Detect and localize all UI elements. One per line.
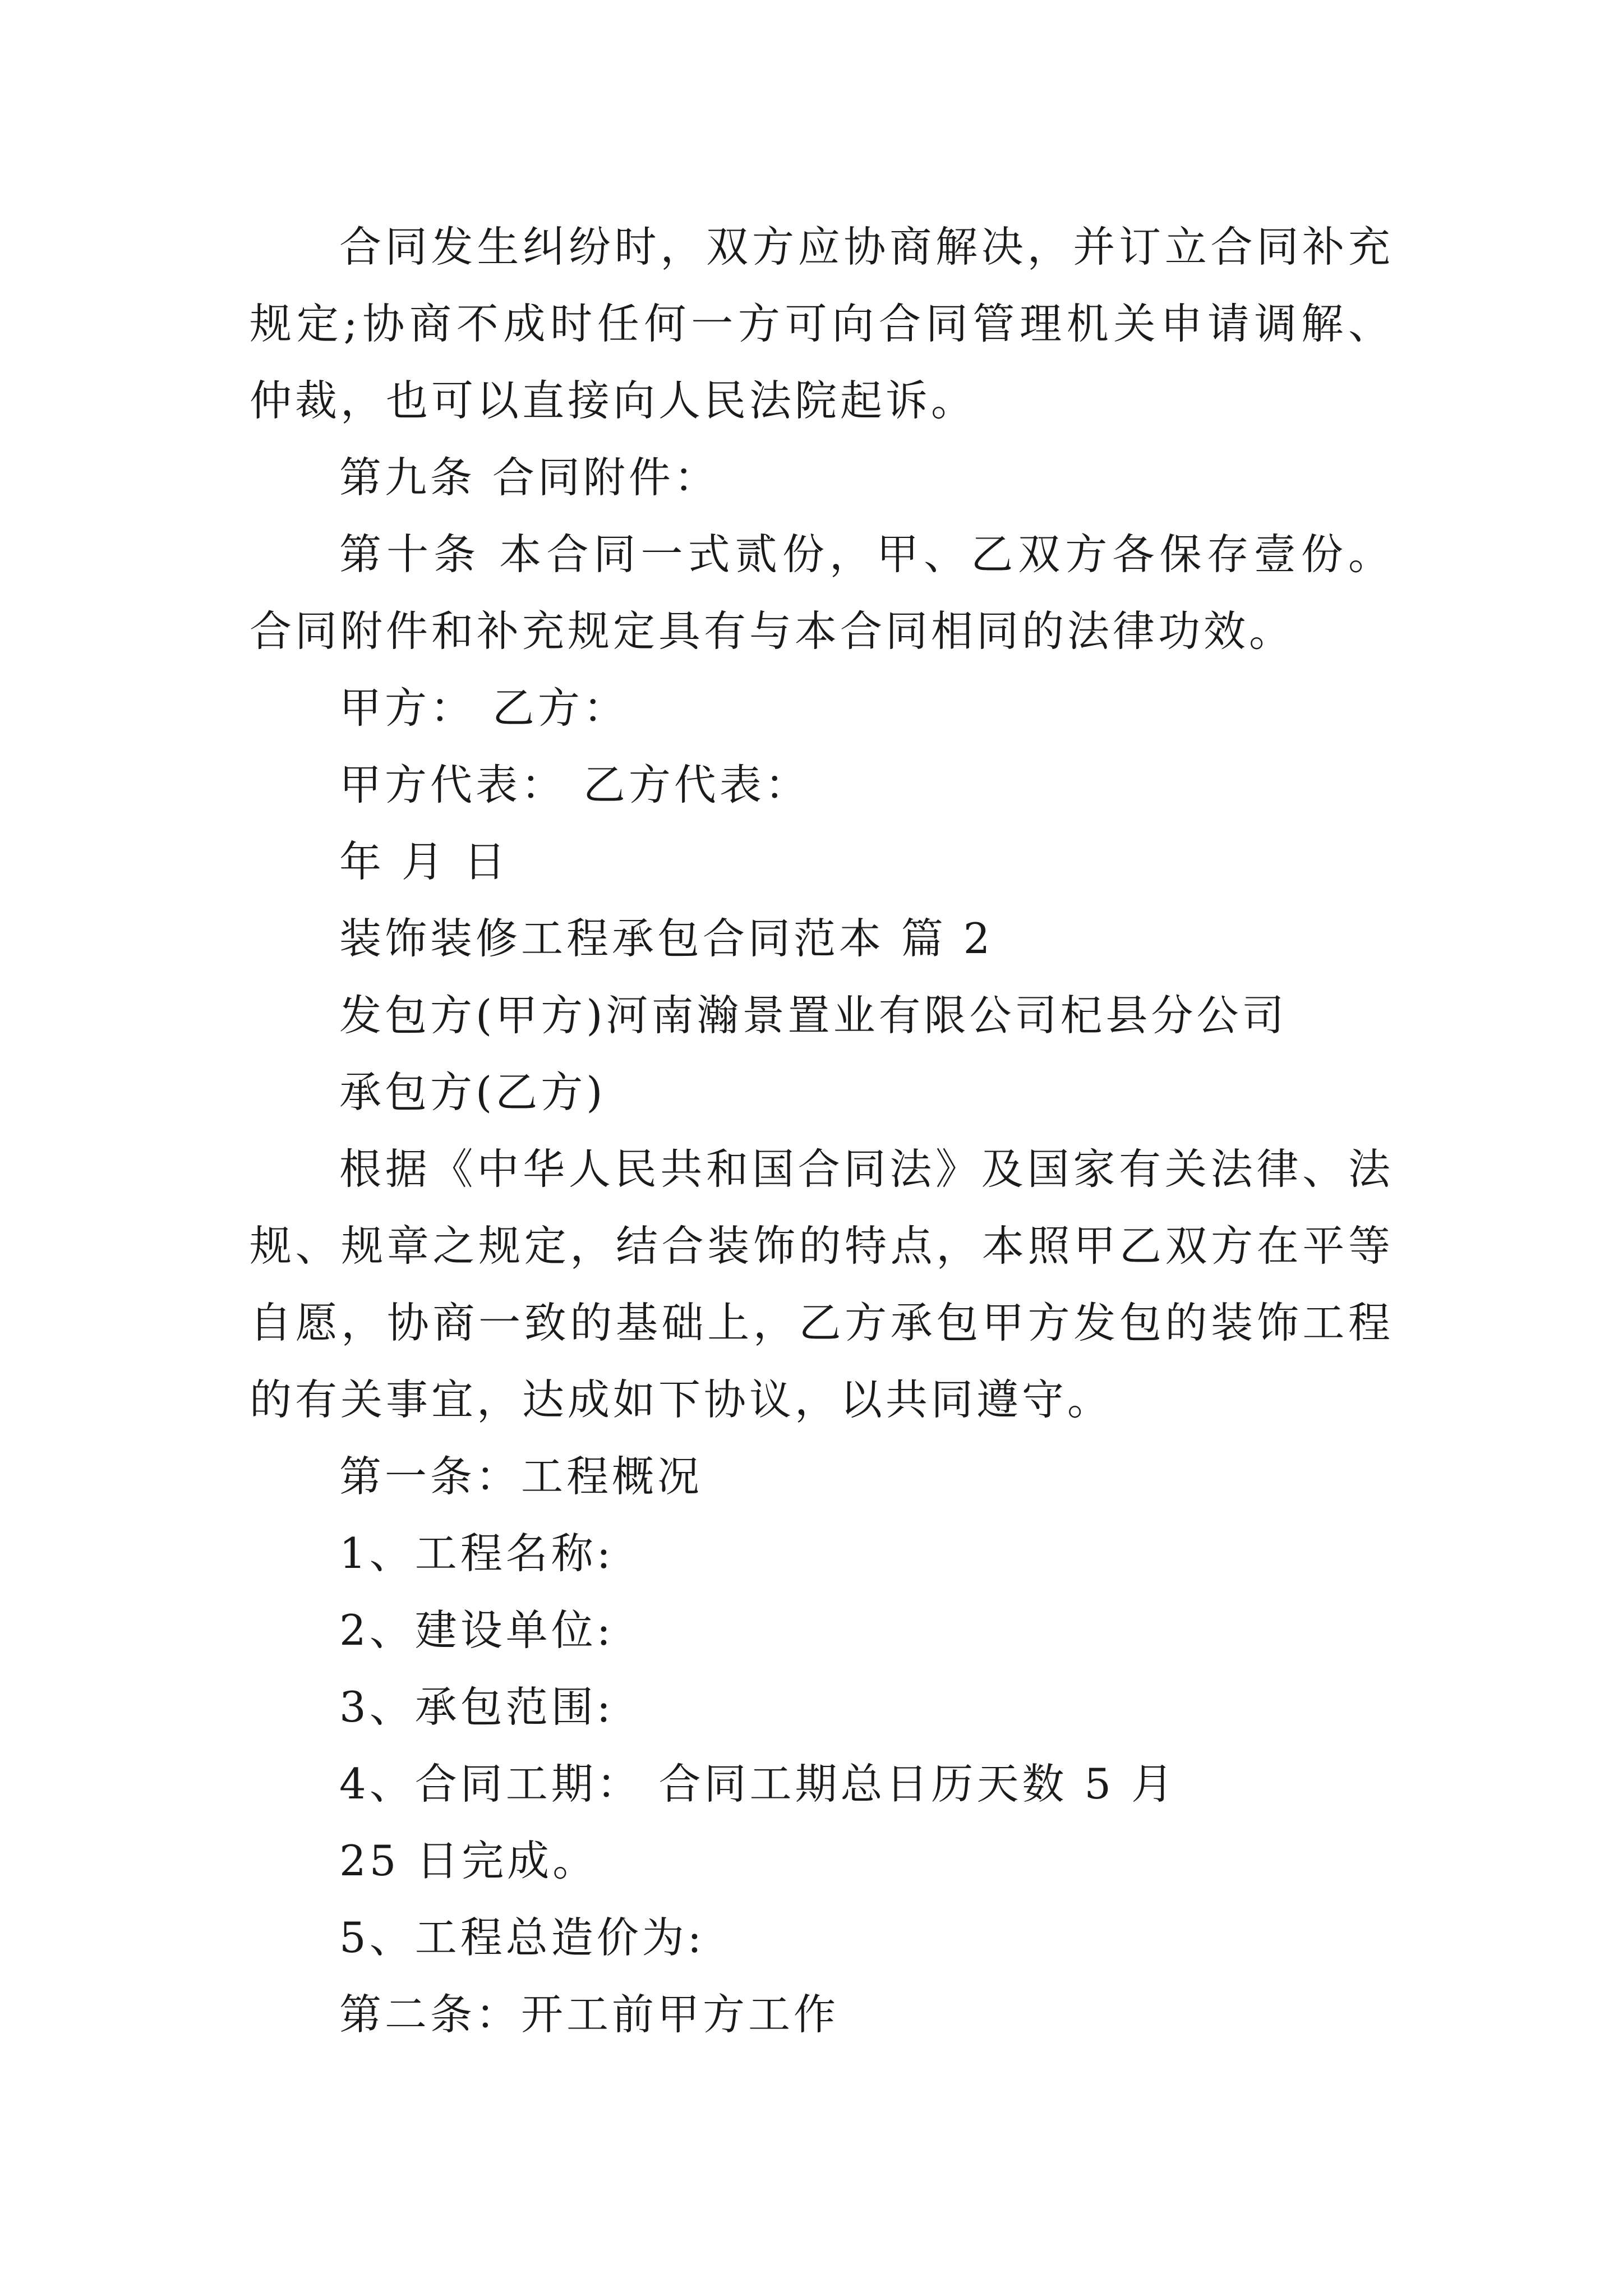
paragraph-dispute-resolution: 合同发生纠纷时，双方应协商解决，并订立合同补充规定;协商不成时任何一方可向合同管理机关申请调解、仲裁，也可以直接向人民法院起诉。 bbox=[250, 222, 1394, 425]
list-item-duration-end: 25 日完成。 bbox=[339, 1836, 598, 1885]
paragraph-article-1: 第一条：工程概况 bbox=[339, 1452, 703, 1501]
paragraph-parties: 甲方： 乙方： bbox=[339, 683, 629, 733]
paragraph-article-9: 第九条 合同附件： bbox=[339, 453, 720, 502]
list-item-project-name: 1、工程名称: bbox=[339, 1529, 614, 1578]
paragraph-party-b: 承包方(乙方) bbox=[339, 1068, 606, 1117]
paragraph-article-10: 第十条 本合同一式贰份，甲、乙双方各保存壹份。合同附件和补充规定具有与本合同相同的法律功效。 bbox=[250, 530, 1394, 656]
paragraph-party-a: 发包方(甲方)河南瀚景置业有限公司杞县分公司 bbox=[339, 991, 1288, 1040]
paragraph-article-2: 第二条：开工前甲方工作 bbox=[339, 1990, 840, 2039]
paragraph-date-line: 年 月 日 bbox=[339, 837, 509, 886]
list-item-builder: 2、建设单位: bbox=[339, 1605, 614, 1655]
list-item-scope: 3、承包范围: bbox=[339, 1682, 614, 1732]
paragraph-preamble: 根据《中华人民共和国合同法》及国家有关法律、法规、规章之规定，结合装饰的特点，本照甲乙双方在平等自愿，协商一致的基础上，乙方承包甲方发包的装饰工程的有关事宜，达成如下协议，以共同遵守。 bbox=[250, 1144, 1394, 1424]
document-body bbox=[250, 209, 1394, 2053]
section-title: 装饰装修工程承包合同范本 篇 2 bbox=[339, 914, 994, 963]
paragraph-representatives: 甲方代表： 乙方代表： bbox=[339, 760, 810, 809]
list-item-duration: 4、合同工期： 合同工期总日历天数 5 月 bbox=[339, 1759, 1177, 1809]
list-item-total-cost: 5、工程总造价为: bbox=[339, 1913, 705, 1962]
